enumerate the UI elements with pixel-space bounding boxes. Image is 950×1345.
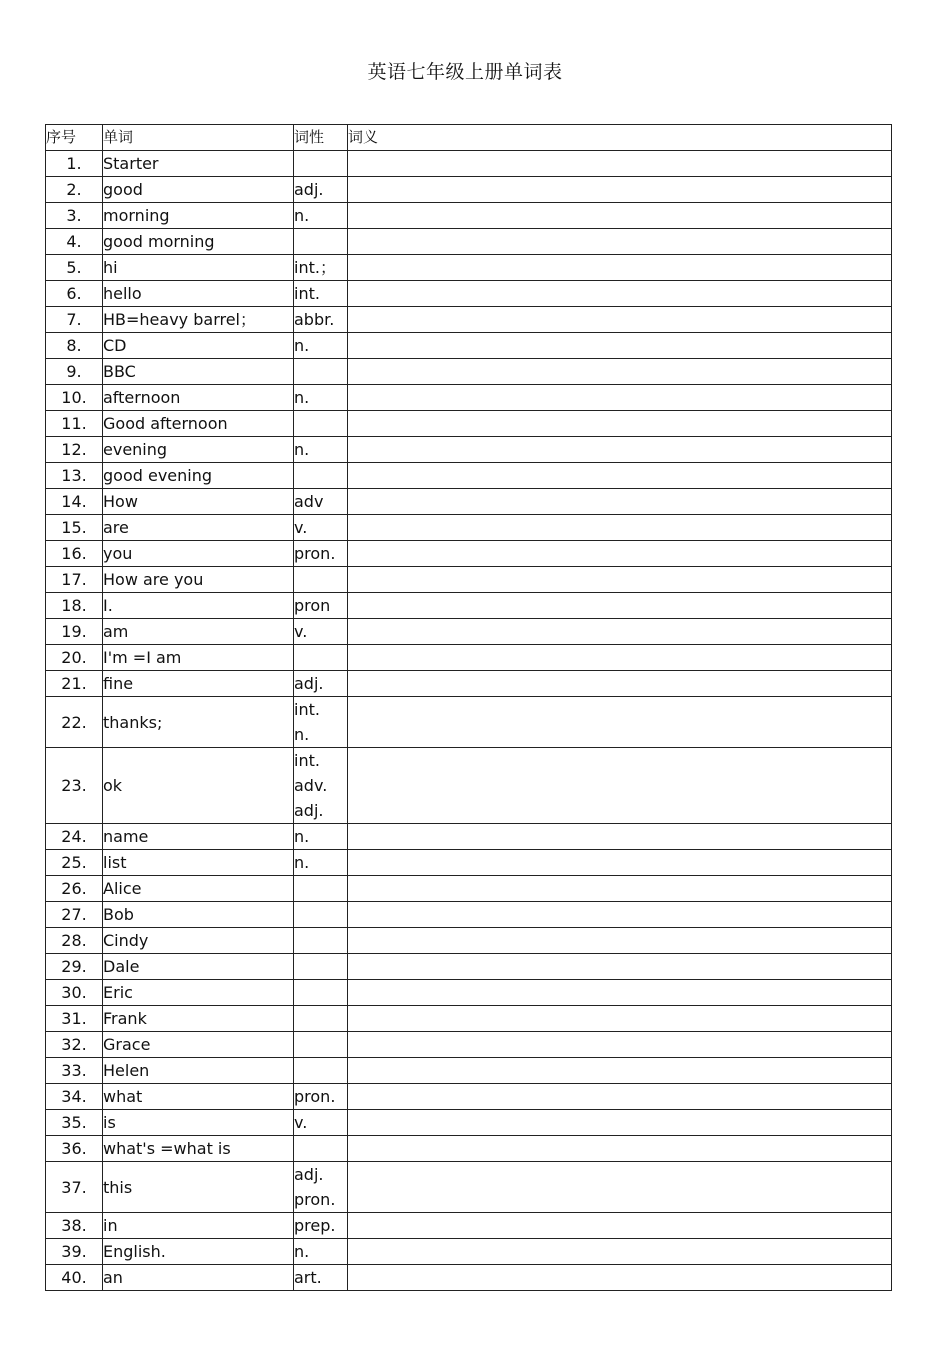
part-of-speech-value: v.: [294, 622, 308, 641]
row-number: 10.: [46, 385, 103, 411]
table-row: [46, 593, 892, 619]
part-of-speech-value: adj.: [294, 801, 324, 820]
row-part-of-speech: [294, 489, 348, 515]
row-number: 30.: [46, 980, 103, 1006]
row-word: good evening: [103, 463, 294, 489]
row-number: 12.: [46, 437, 103, 463]
row-number: 23.: [46, 748, 103, 824]
table-row: [46, 748, 892, 824]
row-meaning: [348, 697, 892, 748]
table-row: [46, 463, 892, 489]
row-part-of-speech: [294, 876, 348, 902]
row-word: Good afternoon: [103, 411, 294, 437]
row-word: How are you: [103, 567, 294, 593]
row-number: 28.: [46, 928, 103, 954]
table-header-row: [46, 125, 892, 151]
row-meaning: [348, 1058, 892, 1084]
row-word: am: [103, 619, 294, 645]
row-meaning: [348, 876, 892, 902]
table-row: [46, 645, 892, 671]
part-of-speech-value: prep.: [294, 1216, 336, 1235]
row-meaning: [348, 850, 892, 876]
table-row: [46, 541, 892, 567]
row-number: 37.: [46, 1162, 103, 1213]
vocabulary-table: [45, 124, 892, 1291]
row-number: 13.: [46, 463, 103, 489]
header-number: 序号: [46, 125, 103, 151]
row-part-of-speech: [294, 1058, 348, 1084]
row-word: you: [103, 541, 294, 567]
row-part-of-speech: [294, 593, 348, 619]
table-row: [46, 1213, 892, 1239]
row-number: 6.: [46, 281, 103, 307]
part-of-speech-value: n.: [294, 853, 310, 872]
row-meaning: [348, 902, 892, 928]
header-part-of-speech: 词性: [294, 125, 348, 151]
row-number: 36.: [46, 1136, 103, 1162]
row-part-of-speech: [294, 671, 348, 697]
row-meaning: [348, 645, 892, 671]
row-meaning: [348, 151, 892, 177]
table-row: [46, 1136, 892, 1162]
row-part-of-speech: [294, 437, 348, 463]
table-row: [46, 1058, 892, 1084]
row-word: Starter: [103, 151, 294, 177]
part-of-speech-value: int.；: [294, 258, 336, 277]
table-row: [46, 307, 892, 333]
row-meaning: [348, 1110, 892, 1136]
row-word: Grace: [103, 1032, 294, 1058]
row-meaning: [348, 229, 892, 255]
row-part-of-speech: [294, 307, 348, 333]
row-meaning: [348, 437, 892, 463]
row-part-of-speech: [294, 177, 348, 203]
row-number: 1.: [46, 151, 103, 177]
row-part-of-speech: [294, 359, 348, 385]
table-row: [46, 333, 892, 359]
row-number: 25.: [46, 850, 103, 876]
row-word: in: [103, 1213, 294, 1239]
table-row: [46, 619, 892, 645]
row-number: 33.: [46, 1058, 103, 1084]
row-part-of-speech: [294, 541, 348, 567]
row-part-of-speech: [294, 928, 348, 954]
row-part-of-speech: [294, 645, 348, 671]
row-word: evening: [103, 437, 294, 463]
row-meaning: [348, 333, 892, 359]
row-meaning: [348, 515, 892, 541]
table-row: [46, 876, 892, 902]
row-number: 38.: [46, 1213, 103, 1239]
row-meaning: [348, 928, 892, 954]
table-row: [46, 281, 892, 307]
row-part-of-speech: [294, 515, 348, 541]
row-word: name: [103, 824, 294, 850]
row-word: this: [103, 1162, 294, 1213]
row-meaning: [348, 203, 892, 229]
row-meaning: [348, 1084, 892, 1110]
table-row: [46, 385, 892, 411]
row-number: 5.: [46, 255, 103, 281]
row-meaning: [348, 177, 892, 203]
row-meaning: [348, 1136, 892, 1162]
part-of-speech-value: adj.: [294, 180, 324, 199]
table-row: [46, 489, 892, 515]
row-number: 40.: [46, 1265, 103, 1291]
row-word: an: [103, 1265, 294, 1291]
row-number: 22.: [46, 697, 103, 748]
row-part-of-speech: [294, 385, 348, 411]
part-of-speech-value: pron.: [294, 544, 336, 563]
part-of-speech-value: int.: [294, 284, 320, 303]
table-row: [46, 255, 892, 281]
row-word: Bob: [103, 902, 294, 928]
part-of-speech-value: pron: [294, 596, 331, 615]
row-word: I.: [103, 593, 294, 619]
part-of-speech-value: n.: [294, 827, 310, 846]
row-meaning: [348, 1006, 892, 1032]
row-number: 39.: [46, 1239, 103, 1265]
row-number: 4.: [46, 229, 103, 255]
row-meaning: [348, 619, 892, 645]
row-part-of-speech: [294, 1110, 348, 1136]
row-part-of-speech: [294, 824, 348, 850]
row-word: what's =what is: [103, 1136, 294, 1162]
table-row: [46, 1006, 892, 1032]
row-word: Helen: [103, 1058, 294, 1084]
row-part-of-speech: [294, 463, 348, 489]
row-number: 17.: [46, 567, 103, 593]
row-number: 24.: [46, 824, 103, 850]
part-of-speech-value: n.: [294, 206, 310, 225]
row-number: 19.: [46, 619, 103, 645]
table-row: [46, 902, 892, 928]
row-part-of-speech: [294, 1265, 348, 1291]
row-part-of-speech: [294, 1162, 348, 1213]
row-number: 3.: [46, 203, 103, 229]
table-row: [46, 1110, 892, 1136]
row-part-of-speech: [294, 1213, 348, 1239]
row-word: are: [103, 515, 294, 541]
row-number: 2.: [46, 177, 103, 203]
row-number: 8.: [46, 333, 103, 359]
row-part-of-speech: [294, 748, 348, 824]
row-word: HB=heavy barrel；: [103, 307, 294, 333]
part-of-speech-value: n.: [294, 388, 310, 407]
table-row: [46, 980, 892, 1006]
table-row: [46, 567, 892, 593]
row-number: 26.: [46, 876, 103, 902]
row-meaning: [348, 307, 892, 333]
header-meaning: 词义: [348, 125, 892, 151]
row-word: Cindy: [103, 928, 294, 954]
row-number: 21.: [46, 671, 103, 697]
row-part-of-speech: [294, 151, 348, 177]
row-word: hi: [103, 255, 294, 281]
row-word: BBC: [103, 359, 294, 385]
row-meaning: [348, 463, 892, 489]
row-number: 18.: [46, 593, 103, 619]
row-part-of-speech: [294, 980, 348, 1006]
table-row: [46, 954, 892, 980]
row-part-of-speech: [294, 411, 348, 437]
table-row: [46, 515, 892, 541]
row-number: 31.: [46, 1006, 103, 1032]
row-word: afternoon: [103, 385, 294, 411]
row-number: 32.: [46, 1032, 103, 1058]
row-word: Alice: [103, 876, 294, 902]
row-word: Dale: [103, 954, 294, 980]
part-of-speech-value: adj.: [294, 674, 324, 693]
row-number: 14.: [46, 489, 103, 515]
part-of-speech-value: adj.: [294, 1165, 324, 1184]
part-of-speech-value: n.: [294, 1242, 310, 1261]
row-number: 27.: [46, 902, 103, 928]
row-word: good: [103, 177, 294, 203]
table-row: [46, 359, 892, 385]
row-word: Eric: [103, 980, 294, 1006]
row-word: list: [103, 850, 294, 876]
part-of-speech-value: v.: [294, 518, 308, 537]
part-of-speech-value: v.: [294, 1113, 308, 1132]
table-row: [46, 203, 892, 229]
part-of-speech-value: pron.: [294, 1190, 336, 1209]
row-word: fine: [103, 671, 294, 697]
row-word: thanks;: [103, 697, 294, 748]
row-number: 20.: [46, 645, 103, 671]
row-word: CD: [103, 333, 294, 359]
row-meaning: [348, 824, 892, 850]
row-word: is: [103, 1110, 294, 1136]
table-row: [46, 229, 892, 255]
row-meaning: [348, 748, 892, 824]
part-of-speech-value: int.: [294, 700, 320, 719]
table-row: [46, 928, 892, 954]
row-meaning: [348, 541, 892, 567]
part-of-speech-value: n.: [294, 440, 310, 459]
row-part-of-speech: [294, 567, 348, 593]
table-row: [46, 671, 892, 697]
row-meaning: [348, 385, 892, 411]
row-meaning: [348, 954, 892, 980]
table-row: [46, 151, 892, 177]
row-part-of-speech: [294, 1006, 348, 1032]
part-of-speech-value: n.: [294, 725, 310, 744]
row-word: English.: [103, 1239, 294, 1265]
table-row: [46, 177, 892, 203]
row-part-of-speech: [294, 1136, 348, 1162]
row-word: what: [103, 1084, 294, 1110]
row-part-of-speech: [294, 1084, 348, 1110]
row-number: 9.: [46, 359, 103, 385]
row-meaning: [348, 671, 892, 697]
row-number: 35.: [46, 1110, 103, 1136]
table-row: [46, 1032, 892, 1058]
row-part-of-speech: [294, 954, 348, 980]
document-title: 英语七年级上册单词表: [367, 61, 563, 83]
row-part-of-speech: [294, 255, 348, 281]
part-of-speech-value: art.: [294, 1268, 322, 1287]
row-part-of-speech: [294, 333, 348, 359]
table-row: [46, 697, 892, 748]
row-meaning: [348, 1265, 892, 1291]
table-row: [46, 824, 892, 850]
row-meaning: [348, 1162, 892, 1213]
part-of-speech-value: adv.: [294, 776, 328, 795]
table-row: [46, 850, 892, 876]
row-meaning: [348, 1239, 892, 1265]
row-meaning: [348, 489, 892, 515]
row-number: 11.: [46, 411, 103, 437]
table-row: [46, 1084, 892, 1110]
row-number: 34.: [46, 1084, 103, 1110]
row-word: morning: [103, 203, 294, 229]
part-of-speech-value: int.: [294, 751, 320, 770]
row-part-of-speech: [294, 1032, 348, 1058]
row-part-of-speech: [294, 697, 348, 748]
part-of-speech-value: adv: [294, 492, 324, 511]
row-word: hello: [103, 281, 294, 307]
row-word: Frank: [103, 1006, 294, 1032]
row-number: 29.: [46, 954, 103, 980]
row-part-of-speech: [294, 850, 348, 876]
row-number: 16.: [46, 541, 103, 567]
row-word: How: [103, 489, 294, 515]
row-part-of-speech: [294, 1239, 348, 1265]
row-meaning: [348, 359, 892, 385]
row-meaning: [348, 593, 892, 619]
part-of-speech-value: n.: [294, 336, 310, 355]
table-row: [46, 1239, 892, 1265]
row-part-of-speech: [294, 229, 348, 255]
row-word: I'm =I am: [103, 645, 294, 671]
row-meaning: [348, 980, 892, 1006]
row-word: good morning: [103, 229, 294, 255]
row-meaning: [348, 1032, 892, 1058]
row-part-of-speech: [294, 281, 348, 307]
row-part-of-speech: [294, 902, 348, 928]
row-meaning: [348, 411, 892, 437]
header-word: 单词: [103, 125, 294, 151]
row-meaning: [348, 255, 892, 281]
part-of-speech-value: pron.: [294, 1087, 336, 1106]
row-number: 15.: [46, 515, 103, 541]
row-number: 7.: [46, 307, 103, 333]
row-word: ok: [103, 748, 294, 824]
table-row: [46, 1265, 892, 1291]
row-meaning: [348, 281, 892, 307]
table-row: [46, 411, 892, 437]
table-row: [46, 437, 892, 463]
table-row: [46, 1162, 892, 1213]
row-meaning: [348, 1213, 892, 1239]
row-part-of-speech: [294, 203, 348, 229]
row-meaning: [348, 567, 892, 593]
row-part-of-speech: [294, 619, 348, 645]
part-of-speech-value: abbr.: [294, 310, 335, 329]
